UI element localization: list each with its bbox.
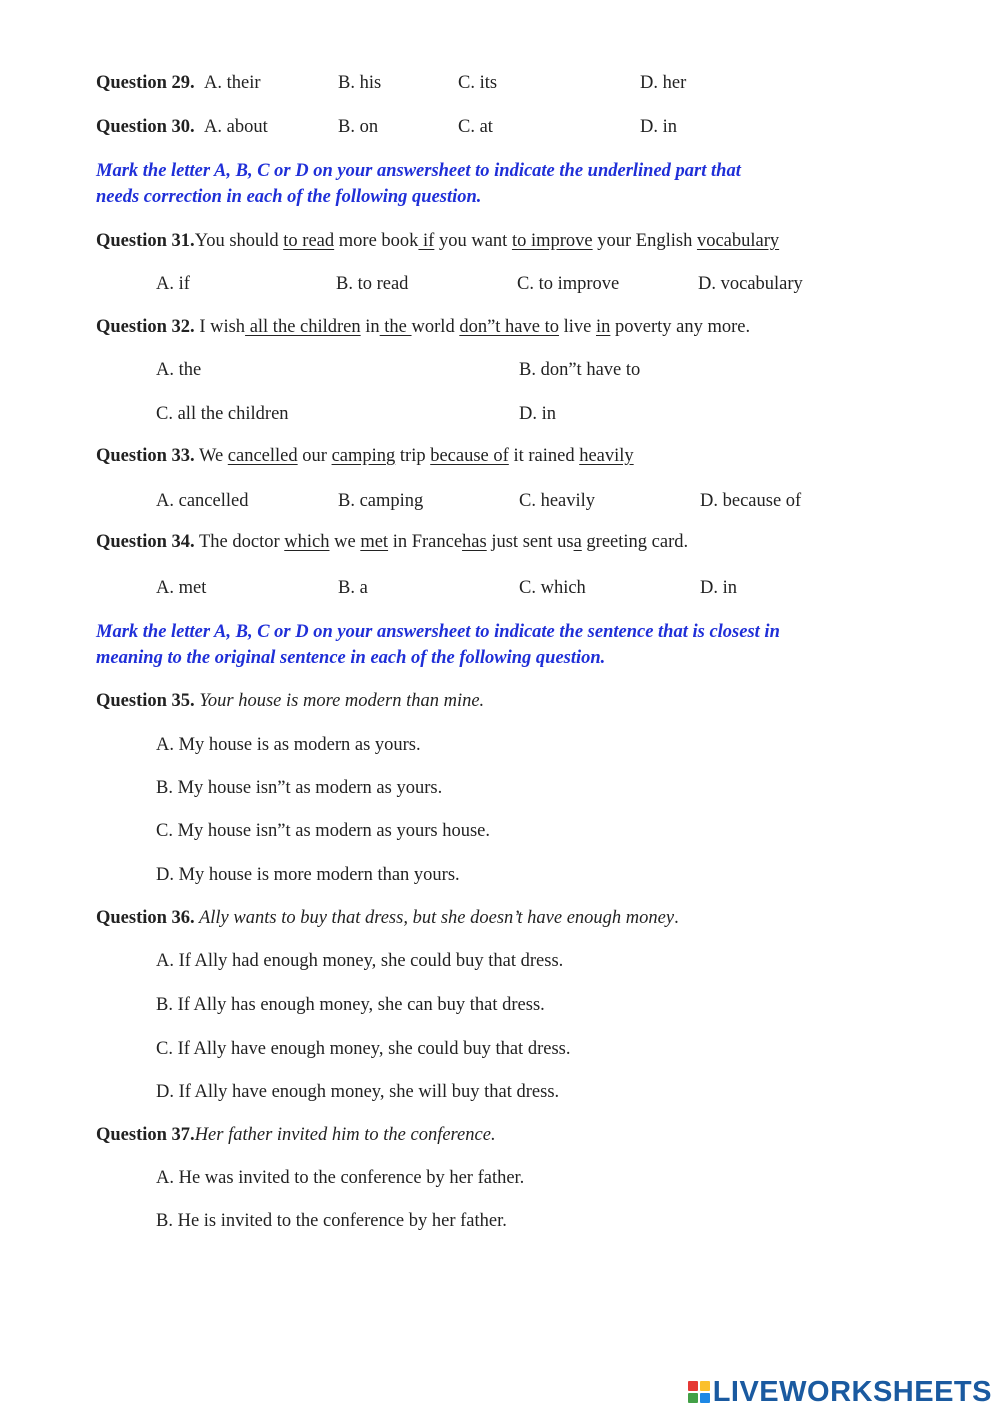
text: We <box>194 446 228 466</box>
option-d: D. My house is more modern than yours. <box>156 865 460 885</box>
text: The doctor <box>194 532 285 552</box>
text: in <box>360 317 380 337</box>
question-36 <box>96 907 679 929</box>
option-c: C. at <box>458 117 493 137</box>
underlined-part: vocabulary <box>696 231 780 251</box>
option-d: D. If Ally have enough money, she will buy that dress. <box>156 1082 560 1102</box>
question-prompt: Her father invited him to the conference. <box>194 1125 496 1145</box>
option-c: C. heavily <box>519 491 596 511</box>
underlined-part: cancelled <box>227 446 298 466</box>
underlined-part: if <box>418 231 435 251</box>
logo-square <box>700 1381 710 1391</box>
text: poverty any more. <box>610 317 751 337</box>
instruction-line: Mark the letter A, B, C or D on your answersheet to indicate the underlined part that <box>96 161 741 181</box>
option-c: C. to improve <box>517 274 620 294</box>
option-b: B. If Ally has enough money, she can buy that dress. <box>156 995 545 1015</box>
text: our <box>297 446 332 466</box>
question-label: Question 34. <box>96 532 195 552</box>
option-d: D. in <box>519 404 556 424</box>
text: we <box>329 532 361 552</box>
instruction-sentence-transformation <box>96 619 896 671</box>
option-a: A. cancelled <box>156 491 249 511</box>
question-label: Question 36. <box>96 908 195 928</box>
option-d: D. in <box>700 578 737 598</box>
logo-grid-icon <box>688 1381 710 1403</box>
logo-square <box>700 1393 710 1403</box>
option-b: B. to read <box>336 274 409 294</box>
question-29 <box>96 72 195 94</box>
logo-text: LIVEWORKSHEETS <box>712 1375 992 1408</box>
question-label: Question 30. <box>96 117 195 137</box>
liveworksheets-logo[interactable] <box>688 1375 992 1409</box>
underlined-part: has <box>462 532 487 552</box>
option-b: B. on <box>338 117 379 137</box>
question-prompt: Ally wants to buy that dress, but she doesn’t have enough money <box>194 908 675 928</box>
option-d: D. vocabulary <box>698 274 803 294</box>
question-prompt: Your house is more modern than mine. <box>194 691 485 711</box>
underlined-part: which <box>284 532 330 552</box>
option-b: B. a <box>338 578 368 598</box>
underlined-part: don”t have to <box>459 317 559 337</box>
option-a: A. He was invited to the conference by her father. <box>156 1168 525 1188</box>
question-label: Question 37. <box>96 1125 195 1145</box>
underlined-part: the <box>379 317 412 337</box>
text: just sent us <box>486 532 574 552</box>
option-a: A. met <box>156 578 207 598</box>
logo-square <box>688 1393 698 1403</box>
underlined-part: a <box>573 532 582 552</box>
underlined-part: all the children <box>245 317 361 337</box>
option-c: C. My house isn”t as modern as yours house. <box>156 821 490 841</box>
underlined-part: to improve <box>511 231 593 251</box>
option-b: B. camping <box>338 491 424 511</box>
option-d: D. in <box>640 117 677 137</box>
instruction-line: Mark the letter A, B, C or D on your answersheet to indicate the sentence that is closest in <box>96 622 780 642</box>
option-c: C. all the children <box>156 404 289 424</box>
option-b: B. My house isn”t as modern as yours. <box>156 778 443 798</box>
option-a: A. If Ally had enough money, she could buy that dress. <box>156 951 564 971</box>
text: world <box>411 317 460 337</box>
underlined-part: in <box>596 317 611 337</box>
text: greeting card. <box>581 532 689 552</box>
text: more book <box>334 231 419 251</box>
underlined-part: because of <box>430 446 509 466</box>
question-30 <box>96 116 195 138</box>
question-34 <box>96 531 688 553</box>
option-b: B. his <box>338 73 382 93</box>
underlined-part: to read <box>283 231 335 251</box>
text: your English <box>592 231 697 251</box>
question-label: Question 32. <box>96 317 195 337</box>
text: it rained <box>508 446 580 466</box>
option-a: A. My house is as modern as yours. <box>156 735 421 755</box>
option-c: C. If Ally have enough money, she could buy that dress. <box>156 1039 571 1059</box>
question-label: Question 35. <box>96 691 195 711</box>
text: live <box>559 317 596 337</box>
option-a: A. about <box>204 117 268 137</box>
option-d: D. her <box>640 73 687 93</box>
question-35 <box>96 690 484 712</box>
logo-square <box>688 1381 698 1391</box>
instruction-line: needs correction in each of the following question. <box>96 187 482 207</box>
option-a: A. the <box>156 360 202 380</box>
instruction-error-identification <box>96 158 886 210</box>
option-b: B. don”t have to <box>519 360 641 380</box>
text: . <box>674 908 679 928</box>
option-a: A. their <box>204 73 261 93</box>
text: You should <box>194 231 284 251</box>
underlined-part: camping <box>331 446 396 466</box>
question-32 <box>96 316 750 338</box>
instruction-line: meaning to the original sentence in each of the following question. <box>96 648 606 668</box>
question-31 <box>96 230 779 252</box>
text: you want <box>434 231 512 251</box>
text: I wish <box>194 317 246 337</box>
text: trip <box>395 446 431 466</box>
question-label: Question 33. <box>96 446 195 466</box>
option-a: A. if <box>156 274 190 294</box>
option-c: C. its <box>458 73 498 93</box>
question-37 <box>96 1124 496 1146</box>
question-label: Question 29. <box>96 73 195 93</box>
text: in France <box>388 532 463 552</box>
question-33 <box>96 445 634 467</box>
option-d: D. because of <box>700 491 802 511</box>
option-b: B. He is invited to the conference by her father. <box>156 1211 507 1231</box>
underlined-part: met <box>360 532 389 552</box>
question-label: Question 31. <box>96 231 195 251</box>
underlined-part: heavily <box>579 446 634 466</box>
option-c: C. which <box>519 578 586 598</box>
